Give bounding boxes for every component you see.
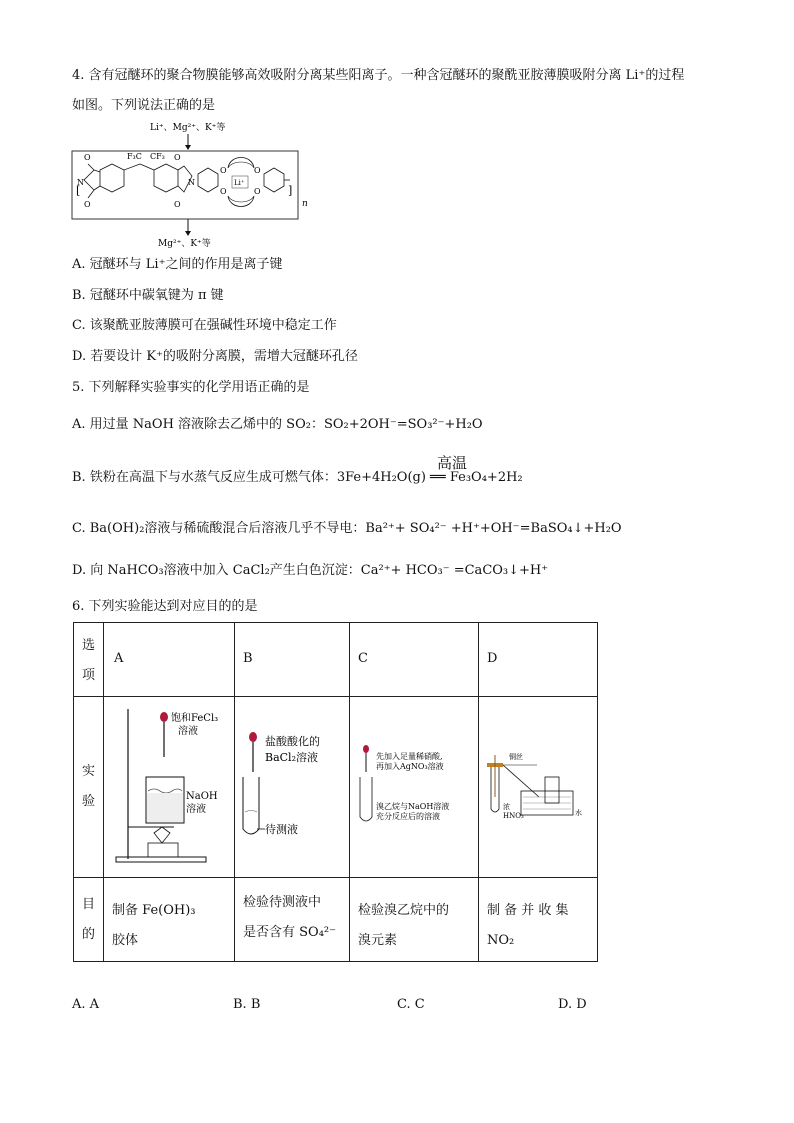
d-label-copper: 铜丝 bbox=[509, 753, 523, 761]
cf3-group: CF₃ bbox=[150, 152, 165, 161]
purpose-a: 制备 Fe(OH)₃ 胶体 bbox=[104, 878, 235, 962]
q6-experiment-table bbox=[73, 622, 598, 962]
d-label-conc: 浓 bbox=[503, 803, 510, 811]
row-header-experiment: 实 验 bbox=[74, 697, 104, 878]
o-atom-4: O bbox=[174, 200, 181, 209]
c-label-sample2: 充分反应后的溶液 bbox=[376, 812, 440, 821]
a-label-solution1: 溶液 bbox=[178, 726, 198, 737]
row-header-purpose: 目 的 bbox=[74, 878, 104, 962]
o-atom-1: O bbox=[84, 153, 91, 162]
subscript-n: n bbox=[302, 199, 308, 209]
bracket-left: [ bbox=[76, 184, 81, 197]
q4-out-label: Mg²⁺、K⁺等 bbox=[158, 239, 211, 249]
q5-option-b: B. 铁粉在高温下与水蒸气反应生成可燃气体：3Fe+4H₂O(g) ══ Fe₃O₄+2H₂ bbox=[72, 470, 523, 485]
o-crown-2: O bbox=[220, 187, 227, 196]
a-label-solution2: 溶液 bbox=[186, 804, 206, 815]
experiment-b-figure bbox=[235, 697, 341, 873]
experiment-b-cell bbox=[235, 697, 350, 878]
table-row-options bbox=[74, 623, 598, 697]
q5-option-c: C. Ba(OH)₂溶液与稀硫酸混合后溶液几乎不导电：Ba²⁺+ SO₄²⁻ +H⁺+OH⁻=BaSO₄↓+H₂O bbox=[72, 521, 622, 536]
q4-option-a: A. 冠醚环与 Li⁺之间的作用是离子键 bbox=[72, 257, 283, 272]
purpose-b: 检验待测液中 是否含有 SO₄²⁻ bbox=[235, 878, 350, 962]
table-row-experiments bbox=[74, 697, 598, 878]
experiment-d-cell bbox=[479, 697, 598, 878]
n-atom-1: N bbox=[77, 178, 84, 187]
n-atom-2: N bbox=[188, 178, 195, 187]
q5-condition-b: 高温 bbox=[437, 454, 468, 472]
experiment-a-figure bbox=[104, 697, 224, 873]
experiment-c-figure bbox=[350, 697, 470, 873]
q4-in-label: Li⁺、Mg²⁺、K⁺等 bbox=[150, 123, 226, 133]
o-crown-3: O bbox=[254, 166, 261, 175]
col-header-c: C bbox=[350, 623, 479, 697]
c-label-sample1: 溴乙烷与NaOH溶液 bbox=[376, 802, 450, 811]
q4-stem-line2: 如图。下列说法正确的是 bbox=[72, 98, 216, 113]
a-label-fecl3: 饱和FeCl₃ bbox=[171, 713, 219, 724]
li-ion-label: Li⁺ bbox=[234, 179, 245, 187]
q6-answer-d[interactable]: D. D bbox=[558, 997, 587, 1012]
q6-answer-b[interactable]: B. B bbox=[233, 997, 261, 1012]
q5-stem: 5. 下列解释实验事实的化学用语正确的是 bbox=[72, 380, 310, 395]
q4-stem-line1: 4. 含有冠醚环的聚合物膜能够高效吸附分离某些阳离子。一种含冠醚环的聚酰亚胺薄膜吸附分离 Li⁺的过程 bbox=[72, 68, 685, 83]
o-atom-3: O bbox=[174, 153, 181, 162]
q6-stem: 6. 下列实验能达到对应目的的是 bbox=[72, 599, 258, 614]
experiment-c-cell bbox=[350, 697, 479, 878]
q4-option-b: B. 冠醚环中碳氧键为 π 键 bbox=[72, 288, 224, 303]
f3c-group: F₃C bbox=[127, 152, 142, 161]
d-label-water: 水 bbox=[575, 809, 582, 817]
col-header-a: A bbox=[104, 623, 235, 697]
bracket-right: ] bbox=[288, 184, 293, 197]
d-label-hno3: HNO₃ bbox=[503, 812, 524, 820]
o-atom-2: O bbox=[84, 200, 91, 209]
table-row-purposes bbox=[74, 878, 598, 962]
experiment-d-figure bbox=[479, 697, 589, 873]
experiment-a-cell bbox=[104, 697, 235, 878]
col-header-d: D bbox=[479, 623, 598, 697]
q4-structure-figure bbox=[70, 118, 310, 253]
q6-answer-c[interactable]: C. C bbox=[397, 997, 425, 1012]
o-crown-4: O bbox=[254, 187, 261, 196]
c-label-step2: 再加入AgNO₃溶液 bbox=[376, 762, 444, 771]
purpose-c: 检验溴乙烷中的 溴元素 bbox=[350, 878, 479, 962]
q4-option-c: C. 该聚酰亚胺薄膜可在强碱性环境中稳定工作 bbox=[72, 318, 337, 333]
q6-answer-a[interactable]: A. A bbox=[72, 997, 100, 1012]
o-crown-1: O bbox=[220, 166, 227, 175]
q5-option-a: A. 用过量 NaOH 溶液除去乙烯中的 SO₂：SO₂+2OH⁻=SO₃²⁻+H₂O bbox=[72, 417, 483, 432]
q5-option-d: D. 向 NaHCO₃溶液中加入 CaCl₂产生白色沉淀：Ca²⁺+ HCO₃⁻ =CaCO₃↓+H⁺ bbox=[72, 563, 549, 578]
c-label-step1: 先加入足量稀硝酸, bbox=[376, 752, 443, 761]
b-label-reagent1: 盐酸酸化的 bbox=[265, 735, 320, 748]
col-header-b: B bbox=[235, 623, 350, 697]
a-label-naoh: NaOH bbox=[186, 791, 218, 802]
purpose-d: 制 备 并 收 集 NO₂ bbox=[479, 878, 598, 962]
row-header-option: 选 项 bbox=[74, 623, 104, 697]
b-label-sample: 待测液 bbox=[265, 823, 298, 836]
q4-option-d: D. 若要设计 K⁺的吸附分离膜，需增大冠醚环孔径 bbox=[72, 349, 358, 364]
b-label-reagent2: BaCl₂溶液 bbox=[265, 751, 318, 764]
